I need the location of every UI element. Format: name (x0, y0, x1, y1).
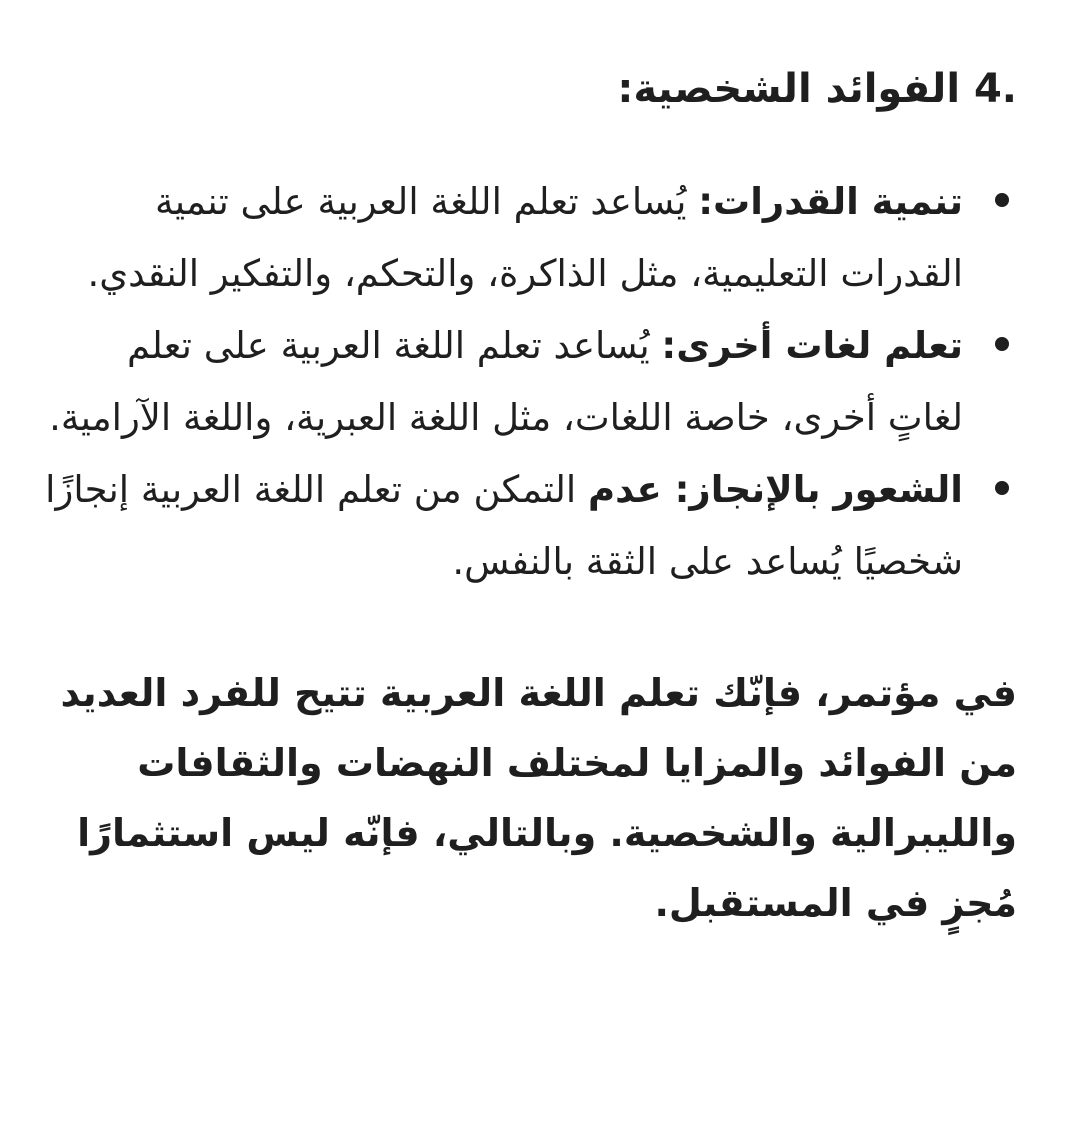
bullet-text: يُساعد تعلم اللغة العربية على تعلم لغاتٍ أخرى، خاصة اللغات، مثل اللغة العبرية، واللغة الآرامية. (49, 324, 963, 439)
bullet-text: التمكن من تعلم اللغة العربية إنجازًا شخصيًا يُساعد على الثقة بالنفس. (45, 468, 963, 583)
list-item (40, 310, 963, 454)
benefits-list (40, 166, 1017, 598)
bullet-text: يُساعد تعلم اللغة العربية على تنمية القدرات التعليمية، مثل الذاكرة، والتحكم، والتفكير النقدي. (87, 180, 963, 295)
conclusion-paragraph: في مؤتمر، فإنّك تعلم اللغة العربية تتيح للفرد العديد من الفوائد والمزايا لمختلف النهضات والثقافات والليبرالية والشخصية. وبالتالي، فإنّه ليس استثمارًا مُجزٍ في المستقبل. (60, 671, 1017, 925)
bullet-icon (995, 337, 1009, 351)
bullet-term: تعلم لغات أخرى: (661, 324, 963, 367)
list-item (40, 166, 963, 310)
bullet-term: تنمية القدرات: (698, 180, 963, 223)
bullet-icon (995, 481, 1009, 495)
bullet-icon (995, 193, 1009, 207)
list-item (40, 454, 963, 598)
section-heading: .4 الفوائد الشخصية: (617, 66, 1017, 112)
bullet-term: الشعور بالإنجاز: (674, 468, 963, 511)
bullet-emphasis: عدم (587, 468, 675, 511)
